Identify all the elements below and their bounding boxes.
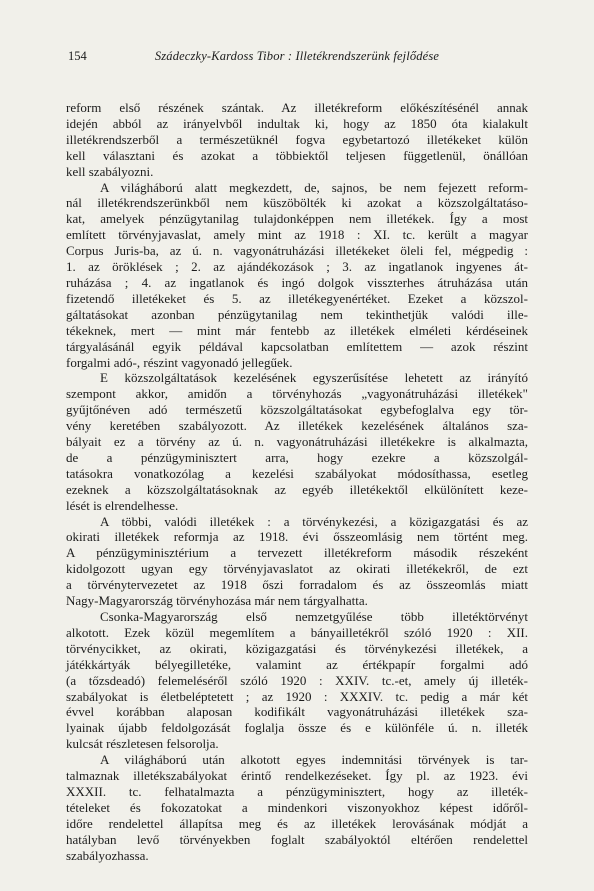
text-line: ezeknek a közszolgáltatásoknak az egyéb illetékektől elkülönített keze- <box>66 481 528 497</box>
running-title: Szádeczky-Kardoss Tibor : Illetékrendszerünk fejlődése <box>154 49 440 63</box>
text-line: XXXII. tc. felhatalmazta a pénzügyminisztert, hogy az illeték- <box>66 783 528 799</box>
text-line: A pénzügyminisztérium a tervezett illetékreform második részeként <box>66 545 528 561</box>
text-line: szabályokat is életbeléptetett ; az 1920 : XXXIV. tc. pedig a már két <box>66 688 528 704</box>
text-line: törvénycikket, az okirati, közigazgatási és törvénykezési illetékek, a <box>66 640 528 656</box>
text-line: (a tőzsdeadó) felemeléséről szóló 1920 : XXIV. tc.-et, amely új illeték- <box>66 672 528 688</box>
paragraph <box>66 752 528 863</box>
text-line: lését is elrendelhesse. <box>66 497 179 513</box>
text-line: vény keretében szabályozott. Az illetékek kezelésének általános sza- <box>66 418 528 434</box>
text-line: a törvénytervezetet az 1918 őszi forradalom és az összeomlás miatt <box>66 577 528 593</box>
text-line: kulcsát részletesen felsorolja. <box>66 736 219 752</box>
text-line: kat, amelyek pénzügytanilag tulajdonképpen nem illetékek. Így a most <box>66 211 528 227</box>
text-line: kell szabályozni. <box>66 163 154 179</box>
text-line: tatásokra vonatkozólag a kezelési szabályokat módosíthassa, esetleg <box>66 465 528 481</box>
text-line: időre rendelettel állapítsa meg és az illetékek lerovásának módját a <box>66 815 528 831</box>
text-line: lyainak újabb feldolgozását foglalja össze és e különféle ú. n. illeték <box>66 720 528 736</box>
text-line: A világháború után alkotott egyes indemnitási törvények is tar- <box>100 752 528 768</box>
paragraph <box>66 514 528 609</box>
text-line: Corpus Juris-ba, az ú. n. vagyonátruházási illetékeket öleli fel, mégpedig : <box>66 243 528 259</box>
text-line: szabályozhassa. <box>66 847 149 863</box>
text-line: játékkártyák bélyegilletéke, valamint az értékpapír forgalmi adó <box>66 656 528 672</box>
text-line: tárgyalásánál egyik példával kapcsolatban említettem — azok részint <box>66 338 528 354</box>
body-text <box>66 100 528 864</box>
text-line: E közszolgáltatások kezelésének egyszerűsítése lehetett az irányító <box>100 370 528 386</box>
text-line: tékeknek, mert — mint már fentebb az illetékek elméleti kérdéseinek <box>66 322 528 338</box>
page-header <box>68 49 526 69</box>
paragraph <box>66 180 528 371</box>
text-line: nál illetékrendszerünkből nem küszöbölték ki azokat a közszolgáltatáso- <box>66 195 528 211</box>
text-line: tételeket és fokozatokat a mindenkori viszonyokhoz képest időről- <box>66 799 528 815</box>
text-line: A többi, valódi illetékek : a törvénykezési, a közigazgatási és az <box>100 513 528 529</box>
text-line: illetékrendszerből a természetüknél fogva egybetartozó illetékeket külön <box>66 131 528 147</box>
text-line: reform első részének szántak. Az illetékreform előkészítésénél annak <box>66 100 528 115</box>
text-line: évvel korábban alaposan kodifikált vagyonátruházási illetékek sza- <box>66 704 528 720</box>
text-line: bályait ez a törvény az ú. n. vagyonátruházási illetékekre is alkalmazta, <box>66 434 528 450</box>
text-line: 1. az öröklések ; 2. az ajándékozások ; 3. az ingatlanok ingyenes át- <box>66 259 528 275</box>
text-line: talmaznak illetékszabályokat érintő rendelkezéseket. Így pl. az 1923. évi <box>66 768 528 784</box>
text-line: gáltatásokat azonban pénzügytanilag nem tekinthetjük valódi ille- <box>66 306 528 322</box>
text-line: A világháború alatt megkezdett, de, sajnos, be nem fejezett reform- <box>100 179 528 195</box>
text-line: gyűjtőnéven adó természetű közszolgáltatásokat egybefoglalva egy tör- <box>66 402 528 418</box>
paragraph <box>66 370 528 513</box>
text-line: okirati illetékek reformja az 1918. évi ősszeomlásig nem történt meg. <box>66 529 528 545</box>
text-line: Csonka-Magyarország első nemzetgyűlése több illetéktörvényt <box>100 609 528 624</box>
text-line: forgalmi adó-, részint vagyonadó jellegűek. <box>66 354 293 370</box>
text-line: kidolgozott ugyan egy törvényjavaslatot az okirati illetékekről, de ezt <box>66 561 528 577</box>
text-line: hatályban levő törvényekben foglalt szabályoktól eltérően rendelettel <box>66 831 528 847</box>
text-line: de a pénzügyminisztert arra, hogy ezekre a közszolgál- <box>66 449 528 465</box>
text-line: idején abból az irányelvből indultak ki, hogy az 1850 óta kialakult <box>66 115 528 131</box>
paragraph <box>66 609 528 752</box>
text-line: ruházása ; 4. az ingatlanok és ingó dolgok visszterhes átruházása után <box>66 274 528 290</box>
paragraph <box>66 100 528 180</box>
text-line: említett törvényjavaslat, amely mint az 1918 : XI. tc. került a magyar <box>66 227 528 243</box>
page-number: 154 <box>68 49 87 63</box>
text-line: Nagy-Magyarország törvényhozása már nem tárgyalhatta. <box>66 593 368 609</box>
text-line: fizetendő illetékeket és 5. az illetékegyenértéket. Ezeket a közszol- <box>66 290 528 306</box>
text-line: szempont akkor, amidőn a törvényhozás „vagyonátruházási illetékek" <box>66 386 528 402</box>
text-line: alkotott. Ezek közül megemlítem a bányailletékről szóló 1920 : XII. <box>66 624 528 640</box>
text-line: kell választani és azokat a többiektől teljesen függetlenül, önállóan <box>66 147 528 163</box>
